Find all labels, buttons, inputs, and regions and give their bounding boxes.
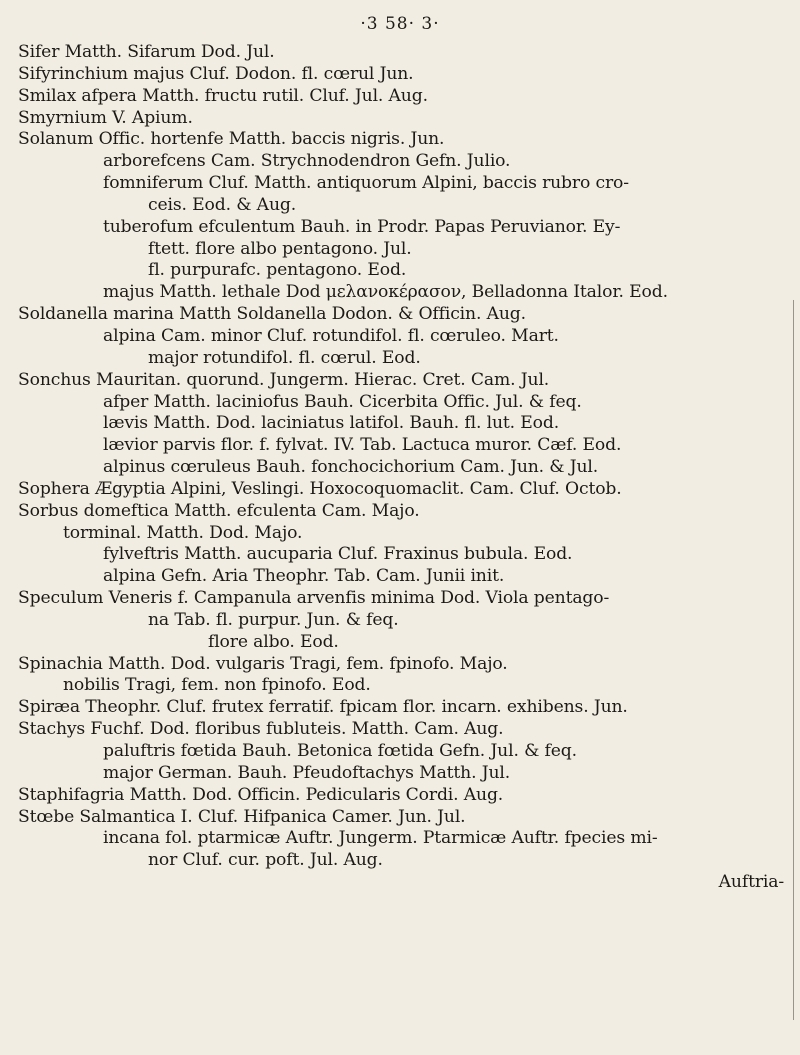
text-line: Spinachia Matth. Dod. vulgaris Tragi, fem. fpinofo. Majo. — [18, 653, 508, 674]
text-line: Stachys Fuchf. Dod. floribus fubluteis. Matth. Cam. Aug. — [18, 719, 504, 740]
text-line: Auftria- — [718, 872, 784, 893]
text-line: major rotundifol. fl. cœrul. Eod. — [148, 347, 421, 368]
text-line: Smyrnium V. Apium. — [18, 107, 193, 128]
text-line: Sifer Matth. Sifarum Dod. Jul. — [18, 42, 275, 62]
text-line: torminal. Matth. Dod. Majo. — [63, 522, 303, 543]
text-line: Sifyrinchium majus Cluf. Dodon. fl. cœrul Jun. — [18, 63, 414, 84]
text-line: afper Matth. laciniofus Bauh. Cicerbita Offic. Jul. & feq. — [103, 391, 582, 412]
text-line: nobilis Tragi, fem. non fpinofo. Eod. — [63, 675, 371, 696]
text-line: flore albo. Eod. — [208, 631, 339, 652]
text-line: paluftris fœtida Bauh. Betonica fœtida Gefn. Jul. & feq. — [103, 741, 577, 761]
text-line: Sophera Ægyptia Alpini, Veslingi. Hoxocoquomaclit. Cam. Cluf. Octob. — [18, 478, 622, 499]
text-line: tuberofum efculentum Bauh. in Prodr. Papas Peruvianor. Ey- — [103, 216, 621, 237]
text-line: majus Matth. lethale Dod μελανοκέρασον, Belladonna Italor. Eod. — [103, 282, 668, 303]
text-line: ceis. Eod. & Aug. — [148, 194, 297, 215]
text-line: Spiræa Theophr. Cluf. frutex ferratif. fpicam flor. incarn. exhibens. Jun. — [18, 697, 628, 718]
text-line: na Tab. fl. purpur. Jun. & feq. — [148, 609, 399, 630]
text-line: lævior parvis flor. f. fylvat. IV. Tab. Lactuca muror. Cæf. Eod. — [103, 435, 622, 456]
text-line: alpina Gefn. Aria Theophr. Tab. Cam. Junii init. — [103, 566, 505, 587]
text-line: arborefcens Cam. Strychnodendron Gefn. Julio. — [103, 151, 511, 172]
text-line: Stœbe Salmantica I. Cluf. Hifpanica Camer. Jun. Jul. — [18, 806, 466, 827]
text-line: lævis Matth. Dod. laciniatus latifol. Bauh. fl. lut. Eod. — [103, 413, 560, 434]
text-line: fomniferum Cluf. Matth. antiquorum Alpini, baccis rubro cro- — [103, 173, 629, 194]
text-line: incana fol. ptarmicæ Auftr. Jungerm. Ptarmicæ Auftr. fpecies mi- — [103, 828, 658, 849]
text-line: Soldanella marina Matth Soldanella Dodon. & Officin. Aug. — [18, 304, 526, 325]
text-line: Sorbus domeftica Matth. efculenta Cam. Majo. — [18, 500, 420, 521]
text-line: Solanum Offic. hortenfe Matth. baccis nigris. Jun. — [18, 129, 445, 150]
page-header: ·3 58· 3· — [360, 14, 440, 34]
text-line: alpina Cam. minor Cluf. rotundifol. fl. cœruleo. Mart. — [103, 325, 559, 346]
text-line: fylveftris Matth. aucuparia Cluf. Fraxinus bubula. Eod. — [103, 544, 573, 565]
text-line: Sonchus Mauritan. quorund. Jungerm. Hierac. Cret. Cam. Jul. — [18, 369, 550, 390]
text-line: nor Cluf. cur. poft. Jul. Aug. — [148, 850, 383, 871]
text-line: Staphifagria Matth. Dod. Officin. Pedicularis Cordi. Aug. — [18, 784, 504, 805]
margin-rule — [793, 300, 794, 1020]
text-line: ftett. flore albo pentagono. Jul. — [148, 238, 412, 259]
text-line: Speculum Veneris f. Campanula arvenfis minima Dod. Viola pentago- — [18, 588, 610, 609]
text-body — [18, 42, 788, 894]
text-line: alpinus cœruleus Bauh. fonchocichorium Cam. Jun. & Jul. — [103, 457, 599, 478]
text-line: major German. Bauh. Pfeudoftachys Matth. Jul. — [103, 762, 511, 783]
text-line: Smilax afpera Matth. fructu rutil. Cluf. Jul. Aug. — [18, 85, 428, 106]
text-line: fl. purpurafc. pentagono. Eod. — [148, 260, 407, 281]
